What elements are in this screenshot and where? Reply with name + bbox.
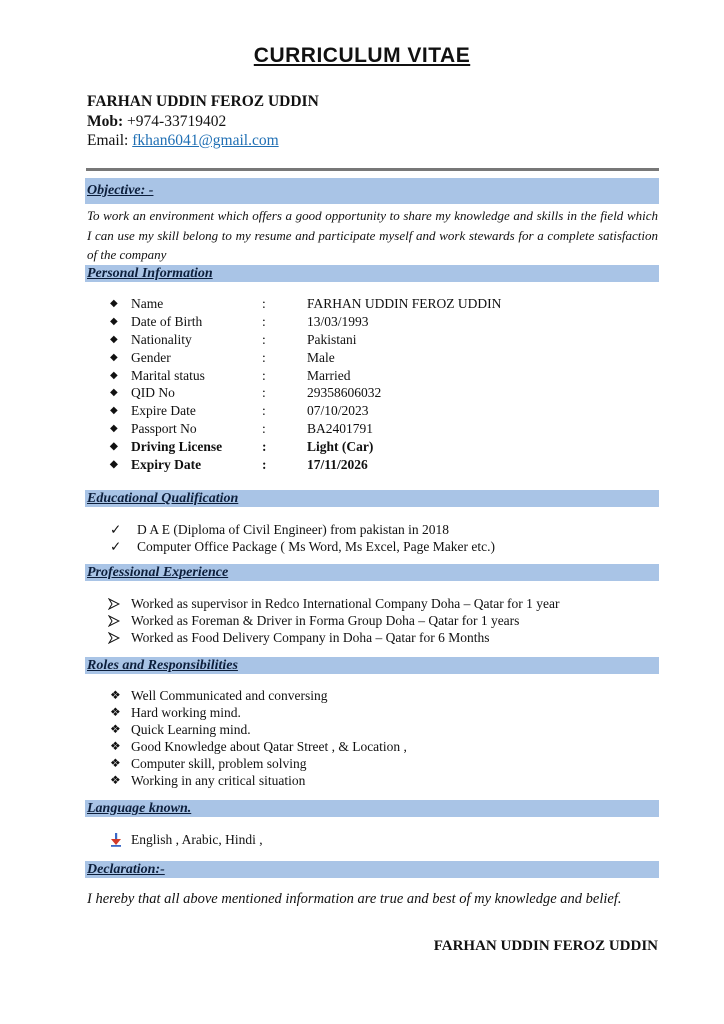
clover-diamond-icon: ❖ (110, 739, 121, 753)
email-label: Email: (87, 132, 129, 149)
clover-diamond-icon: ❖ (110, 722, 121, 736)
roles-text: Computer skill, problem solving (131, 756, 307, 771)
roles-heading: Roles and Responsibilities (87, 658, 238, 673)
diamond-bullet-icon: ◆ (110, 423, 118, 435)
experience-heading: Professional Experience (87, 565, 229, 580)
arrowhead-icon (108, 612, 120, 629)
arrowhead-icon (108, 595, 120, 612)
personal-separator: : (262, 296, 266, 311)
diamond-bullet-icon: ◆ (110, 315, 118, 327)
personal-row (110, 384, 610, 402)
diamond-bullet-icon: ◆ (110, 387, 118, 399)
personal-info-list (110, 295, 610, 474)
document-title: CURRICULUM VITAE (253, 44, 471, 67)
diamond-bullet-icon: ◆ (110, 351, 118, 363)
personal-heading: Personal Information (87, 266, 213, 281)
email-line (87, 131, 279, 151)
clover-diamond-icon: ❖ (110, 705, 121, 719)
personal-value: 07/10/2023 (307, 403, 369, 419)
personal-label: Driving License (131, 439, 223, 455)
personal-row (110, 313, 610, 331)
colored-arrow-icon (110, 831, 122, 849)
personal-separator: : (262, 421, 266, 437)
mobile-label: Mob: (87, 113, 124, 130)
personal-separator: : (262, 313, 266, 329)
clover-diamond-icon: ❖ (110, 756, 121, 770)
personal-value: FARHAN UDDIN FEROZ UDDIN (307, 296, 502, 311)
roles-text: Quick Learning mind. (131, 722, 251, 737)
experience-text: Worked as supervisor in Redco International Company Doha – Qatar for 1 year (131, 596, 560, 611)
personal-row (110, 402, 610, 420)
personal-value: BA2401791 (307, 421, 374, 437)
diamond-bullet-icon: ◆ (110, 369, 118, 381)
personal-row (110, 438, 610, 456)
candidate-name: FARHAN UDDIN FEROZ UDDIN (87, 93, 319, 110)
personal-label: Gender (131, 349, 171, 365)
diamond-bullet-icon: ◆ (110, 405, 118, 417)
checkmark-icon: ✓ (110, 522, 122, 537)
education-heading-band (85, 490, 659, 507)
diamond-bullet-icon: ◆ (110, 441, 118, 453)
personal-value: Married (307, 367, 351, 383)
experience-text: Worked as Food Delivery Company in Doha – Qatar for 6 Months (131, 630, 490, 645)
roles-text: Working in any critical situation (131, 773, 306, 788)
objective-heading-band (85, 178, 659, 204)
personal-separator: : (262, 439, 267, 455)
email-link[interactable]: fkhan6041@gmail.com (132, 132, 279, 149)
personal-separator: : (262, 403, 266, 419)
personal-separator: : (262, 349, 266, 365)
experience-text: Worked as Foreman & Driver in Forma Group Doha – Qatar for 1 years (131, 613, 520, 628)
personal-label: Marital status (131, 367, 205, 383)
personal-separator: : (262, 367, 266, 383)
personal-row (110, 420, 610, 438)
personal-label: Date of Birth (131, 313, 203, 329)
diamond-bullet-icon: ◆ (110, 459, 118, 471)
personal-value: 17/11/2026 (307, 457, 368, 473)
education-text: D A E (Diploma of Civil Engineer) from pakistan in 2018 (137, 522, 449, 537)
roles-text: Good Knowledge about Qatar Street , & Location , (131, 739, 407, 754)
language-heading-band (85, 800, 659, 817)
personal-value: Light (Car) (307, 439, 374, 455)
personal-heading-band (85, 265, 659, 282)
personal-row (110, 331, 610, 349)
roles-text: Well Communicated and conversing (131, 688, 328, 703)
personal-label: Passport No (131, 421, 197, 437)
personal-label: Name (131, 296, 164, 311)
personal-value: 29358606032 (307, 385, 382, 401)
diamond-bullet-icon: ◆ (110, 333, 118, 345)
declaration-heading: Declaration:- (87, 862, 165, 877)
education-heading: Educational Qualification (87, 491, 239, 506)
clover-diamond-icon: ❖ (110, 688, 121, 702)
personal-value: Pakistani (307, 331, 357, 347)
declaration-text: I hereby that all above mentioned information are true and best of my knowledge and belief. (87, 891, 622, 907)
mobile-number: +974-33719402 (127, 113, 227, 130)
clover-diamond-icon: ❖ (110, 773, 121, 787)
personal-label: Nationality (131, 331, 192, 347)
languages-text: English , Arabic, Hindi , (131, 832, 263, 847)
objective-text: To work an environment which offers a good opportunity to share my knowledge and skills in the field which I can use my skill belong to my resume and participate myself and work stewards for a complete satisfaction of the company (87, 208, 658, 262)
mobile-line (87, 112, 226, 132)
personal-label: QID No (131, 385, 175, 401)
personal-label: Expire Date (131, 403, 196, 419)
roles-text: Hard working mind. (131, 705, 241, 720)
header-divider (86, 168, 659, 171)
personal-row (110, 295, 610, 313)
checkmark-icon: ✓ (110, 539, 122, 554)
personal-label: Expiry Date (131, 457, 202, 473)
experience-heading-band (85, 564, 659, 581)
personal-row (110, 349, 610, 367)
objective-heading: Objective: - (87, 183, 154, 198)
personal-separator: : (262, 331, 266, 347)
diamond-bullet-icon: ◆ (110, 298, 118, 309)
signature-name: FARHAN UDDIN FEROZ UDDIN (433, 938, 658, 954)
personal-separator: : (262, 457, 267, 473)
education-text: Computer Office Package ( Ms Word, Ms Excel, Page Maker etc.) (137, 539, 495, 554)
personal-row (110, 456, 610, 474)
arrowhead-icon (108, 629, 120, 646)
personal-value: Male (307, 349, 335, 365)
personal-row (110, 367, 610, 385)
declaration-heading-band (85, 861, 659, 878)
language-heading: Language known. (87, 801, 192, 816)
personal-value: 13/03/1993 (307, 313, 369, 329)
personal-separator: : (262, 385, 266, 401)
roles-heading-band (85, 657, 659, 674)
